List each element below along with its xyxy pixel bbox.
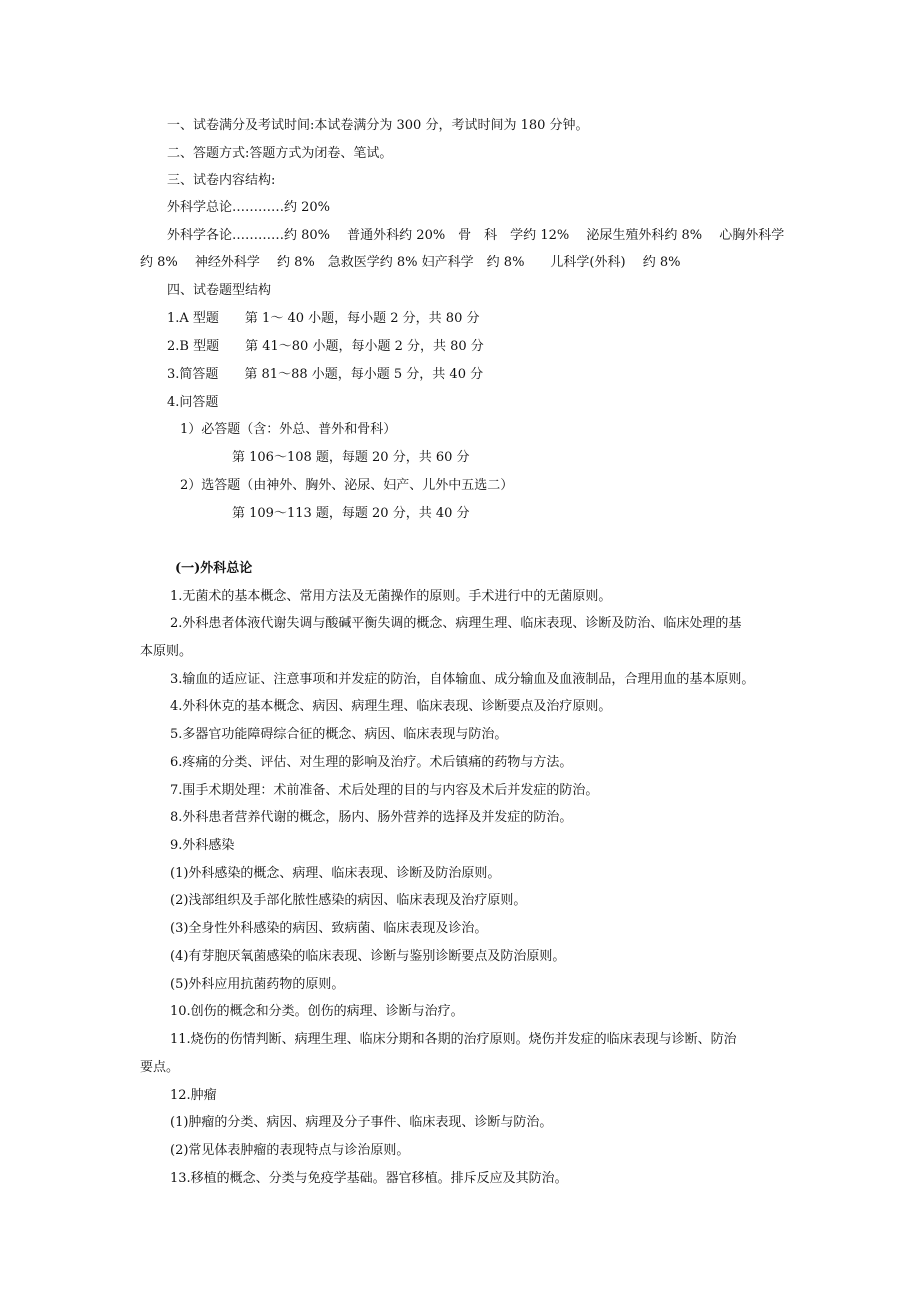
outline-item-1: 1.无菌术的基本概念、常用方法及无菌操作的原则。手术进行中的无菌原则。 bbox=[170, 589, 612, 604]
exam-content-specific-line1: 外科学各论…………约 80% 普通外科约 20% 骨 科 学约 12% 泌尿生殖外科约 8% 心胸外科学 bbox=[167, 228, 785, 243]
essay-optional: 2）选答题（由神外、胸外、泌尿、妇产、儿外中五选二） bbox=[180, 478, 514, 493]
outline-item-9-4: (4)有芽胞厌氧菌感染的临床表现、诊断与鉴别诊断要点及防治原则。 bbox=[170, 949, 566, 964]
exam-type-heading: 四、试卷题型结构 bbox=[167, 283, 272, 298]
exam-answer-mode: 二、答题方式:答题方式为闭卷、笔试。 bbox=[167, 146, 393, 161]
outline-item-9-2: (2)浅部组织及手部化脓性感染的病因、临床表现及治疗原则。 bbox=[170, 893, 527, 908]
outline-item-12-1: (1)肿瘤的分类、病因、病理及分子事件、临床表现、诊断与防治。 bbox=[170, 1115, 553, 1130]
outline-item-7: 7.围手术期处理：术前准备、术后处理的目的与内容及术后并发症的防治。 bbox=[170, 783, 599, 798]
outline-item-9-5: (5)外科应用抗菌药物的原则。 bbox=[170, 977, 345, 992]
exam-type-b: 2.B 型题 第 41～80 小题，每小题 2 分，共 80 分 bbox=[167, 339, 484, 354]
outline-item-9: 9.外科感染 bbox=[170, 838, 235, 853]
outline-item-11-line1: 11.烧伤的伤情判断、病理生理、临床分期和各期的治疗原则。烧伤并发症的临床表现与诊断、防治 bbox=[170, 1032, 737, 1047]
exam-content-specific-line2: 约 8% 神经外科学 约 8% 急救医学约 8% 妇产科学 约 8% 儿科学(外科) 约 8% bbox=[140, 255, 681, 270]
exam-type-a: 1.A 型题 第 1～ 40 小题，每小题 2 分，共 80 分 bbox=[167, 311, 480, 326]
outline-item-12-2: (2)常见体表肿瘤的表现特点与诊治原则。 bbox=[170, 1143, 410, 1158]
essay-optional-detail: 第 109～113 题，每题 20 分，共 40 分 bbox=[232, 506, 470, 521]
exam-type-essay: 4.问答题 bbox=[167, 395, 219, 410]
outline-item-5: 5.多器官功能障碍综合征的概念、病因、临床表现与防治。 bbox=[170, 727, 508, 742]
section-title: (一)外科总论 bbox=[175, 561, 253, 576]
exam-content-general: 外科学总论…………约 20% bbox=[167, 200, 331, 215]
exam-type-short: 3.简答题 第 81～88 小题，每小题 5 分，共 40 分 bbox=[167, 367, 484, 382]
outline-item-6: 6.疼痛的分类、评估、对生理的影响及治疗。术后镇痛的药物与方法。 bbox=[170, 755, 573, 770]
outline-item-13: 13.移植的概念、分类与免疫学基础。器官移植。排斥反应及其防治。 bbox=[170, 1171, 568, 1186]
outline-item-4: 4.外科休克的基本概念、病因、病理生理、临床表现、诊断要点及治疗原则。 bbox=[170, 699, 612, 714]
outline-item-8: 8.外科患者营养代谢的概念，肠内、肠外营养的选择及并发症的防治。 bbox=[170, 810, 573, 825]
outline-item-9-1: (1)外科感染的概念、病理、临床表现、诊断及防治原则。 bbox=[170, 866, 501, 881]
outline-item-3: 3.输血的适应证、注意事项和并发症的防治，自体输血、成分输血及血液制品，合理用血的基本原则。 bbox=[170, 672, 755, 687]
outline-item-2-line2: 本原则。 bbox=[140, 644, 193, 659]
outline-item-9-3: (3)全身性外科感染的病因、致病菌、临床表现及诊治。 bbox=[170, 921, 488, 936]
outline-item-12: 12.肿瘤 bbox=[170, 1088, 217, 1103]
exam-content-heading: 三、试卷内容结构: bbox=[167, 173, 276, 188]
outline-item-10: 10.创伤的概念和分类。创伤的病理、诊断与治疗。 bbox=[170, 1004, 464, 1019]
essay-required: 1）必答题（含：外总、普外和骨科） bbox=[180, 422, 397, 437]
essay-required-detail: 第 106～108 题，每题 20 分，共 60 分 bbox=[232, 450, 470, 465]
exam-score-time: 一、试卷满分及考试时间:本试卷满分为 300 分，考试时间为 180 分钟。 bbox=[167, 118, 589, 133]
outline-item-11-line2: 要点。 bbox=[140, 1060, 180, 1075]
outline-item-2-line1: 2.外科患者体液代谢失调与酸碱平衡失调的概念、病理生理、临床表现、诊断及防治、临床处理的基 bbox=[170, 616, 742, 631]
